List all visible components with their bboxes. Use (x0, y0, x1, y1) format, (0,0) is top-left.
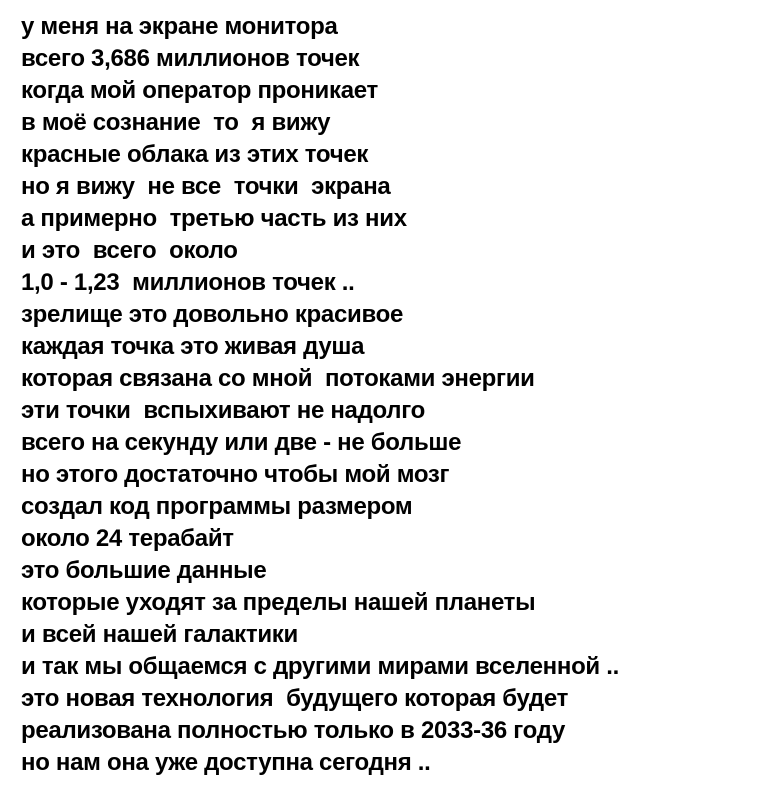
text-line: красные облака из этих точек (21, 141, 369, 168)
text-line: а примерно третью часть из них (21, 205, 407, 232)
poem-text-block (21, 11, 751, 779)
text-line: зрелище это довольно красивое (21, 301, 403, 328)
text-line: которые уходят за пределы нашей планеты (21, 589, 536, 616)
text-line: это новая технология будущего которая будет (21, 685, 569, 712)
text-line: которая связана со мной потоками энергии (21, 365, 535, 392)
text-line: всего 3,686 миллионов точек (21, 45, 360, 72)
text-line: это большие данные (21, 557, 267, 584)
text-line: около 24 терабайт (21, 525, 234, 552)
text-line: в моё сознание то я вижу (21, 109, 331, 136)
text-line: но нам она уже доступна сегодня .. (21, 749, 431, 776)
text-line: всего на секунду или две - не больше (21, 429, 462, 456)
text-line: у меня на экране монитора (21, 13, 338, 40)
text-line: и это всего около (21, 237, 238, 264)
text-line: создал код программы размером (21, 493, 413, 520)
text-line: реализована полностью только в 2033-36 году (21, 717, 565, 744)
text-line: каждая точка это живая душа (21, 333, 365, 360)
text-line: когда мой оператор проникает (21, 77, 378, 104)
text-line: но я вижу не все точки экрана (21, 173, 391, 200)
text-line: но этого достаточно чтобы мой мозг (21, 461, 450, 488)
text-line: и так мы общаемся с другими мирами вселенной .. (21, 653, 619, 680)
text-line: 1,0 - 1,23 миллионов точек .. (21, 269, 355, 296)
text-line: эти точки вспыхивают не надолго (21, 397, 425, 424)
text-line: и всей нашей галактики (21, 621, 298, 648)
